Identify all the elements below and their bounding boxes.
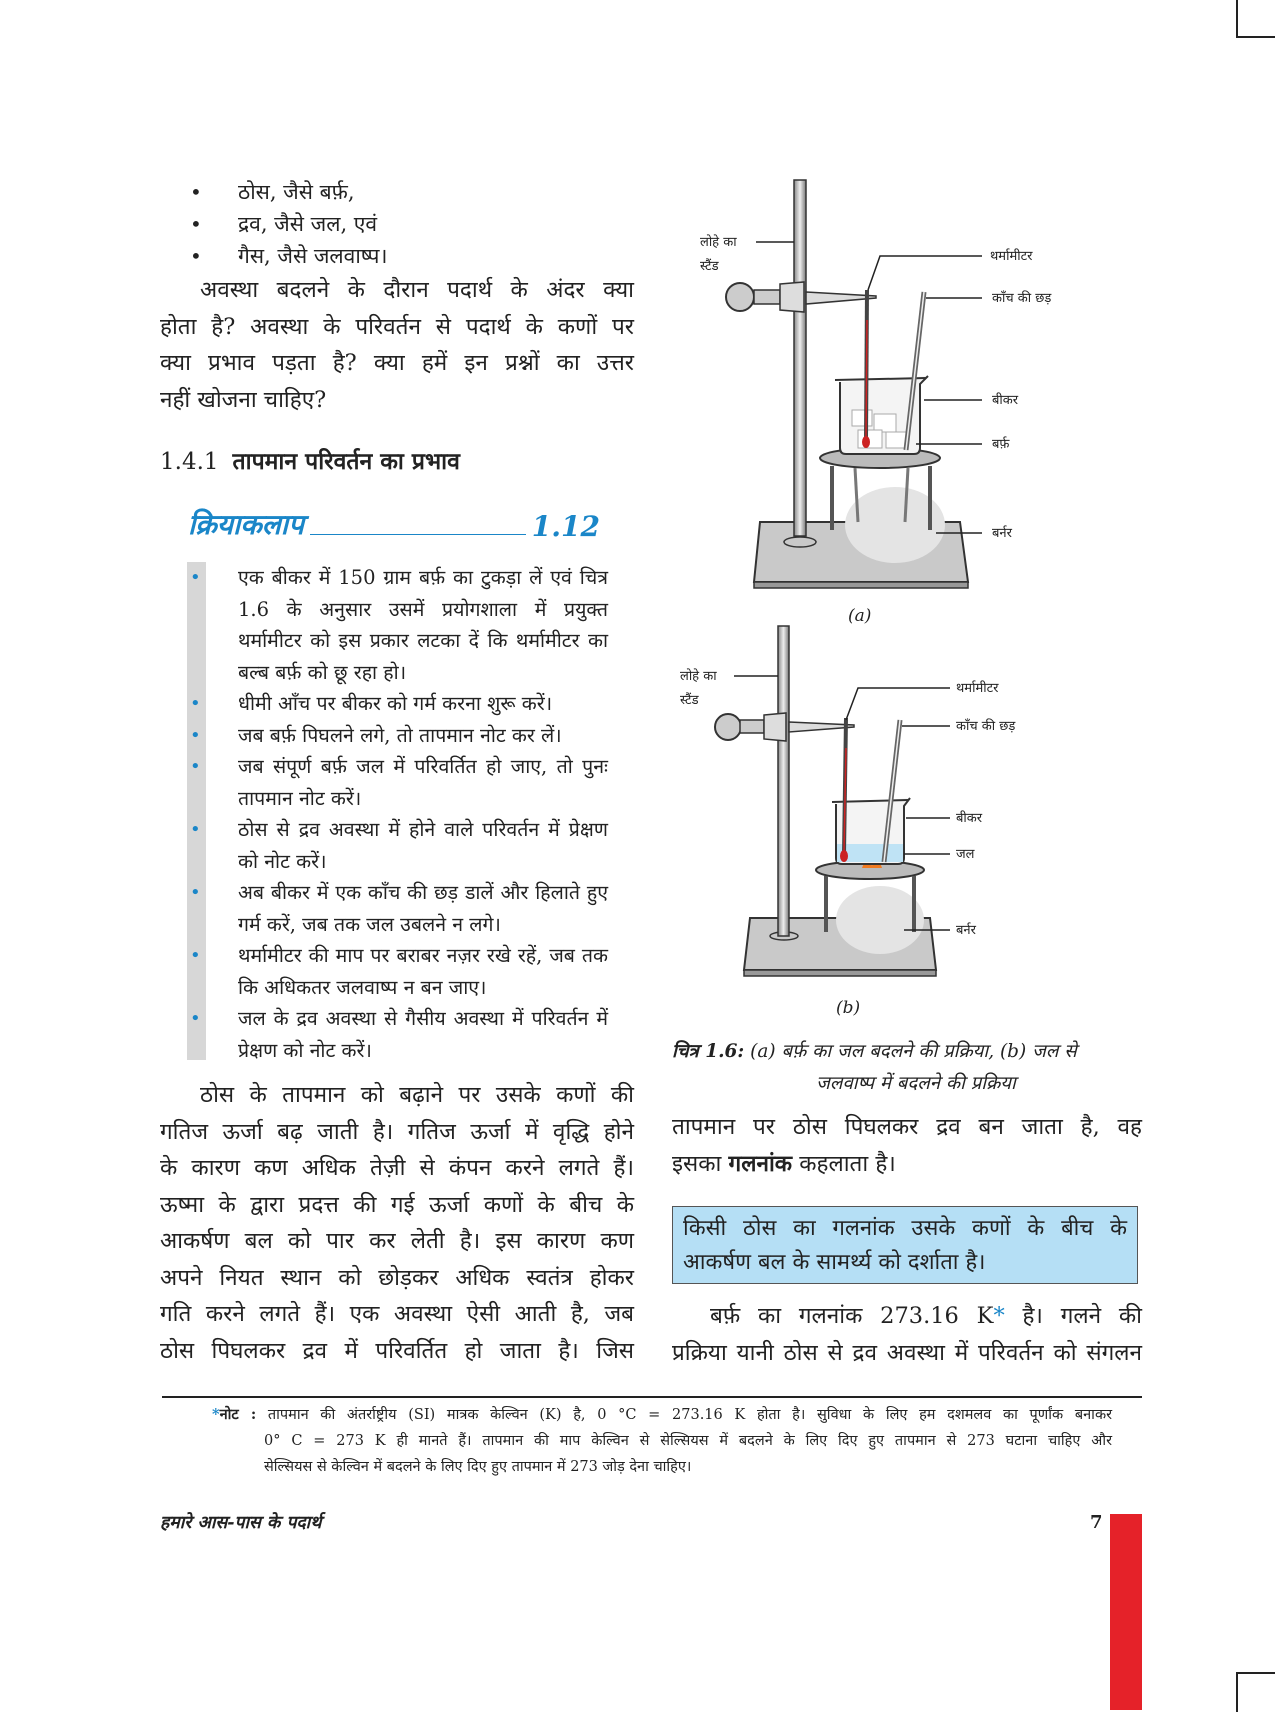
text-line: आकर्षण बल के सामर्थ्य को दर्शाता है। — [683, 1250, 986, 1275]
footnote — [212, 1402, 1112, 1480]
text-line: आकर्षण बल को पार कर लेती है। इस कारण कण — [160, 1228, 634, 1254]
label-beaker: बीकर — [992, 393, 1019, 408]
label-thermometer: थर्मामीटर — [956, 681, 999, 696]
list-item: • जल के द्रव अवस्था से गैसीय अवस्था में परिवर्तन में प्रेक्षण को नोट करें। — [190, 1003, 608, 1066]
text-line: ऊष्मा के द्वारा प्रदत्त की गई ऊर्जा कणों के बीच के — [160, 1191, 634, 1218]
text-line: क्या प्रभाव पड़ता है? क्या हमें इन प्रश्नों का उत्तर — [160, 350, 634, 376]
page-number: 7 — [1090, 1512, 1103, 1533]
melting-point-paragraph — [672, 1109, 1142, 1182]
activity-number: 1.12 — [531, 510, 600, 543]
label-beaker: बीकर — [956, 811, 983, 826]
figure-b-apparatus — [660, 618, 1080, 988]
text-line — [672, 1298, 1142, 1335]
text-line: प्रक्रिया यानी ठोस से द्रव अवस्था में परिवर्तन को संगलन — [672, 1339, 1142, 1366]
text-line: अवस्था बदलने के दौरान पदार्थ के अंदर क्या — [200, 277, 634, 303]
definition-box — [672, 1206, 1138, 1284]
activity-heading — [188, 505, 600, 543]
text-line: होता है? अवस्था के परिवर्तन से पदार्थ के कणों पर — [160, 313, 634, 340]
list-item: • जब बर्फ़ पिघलने लगे, तो तापमान नोट कर लें। — [190, 720, 608, 752]
footnote-rule — [162, 1396, 1142, 1398]
states-list — [190, 176, 650, 272]
section-title: तापमान परिवर्तन का प्रभाव — [232, 448, 460, 475]
label-stand-2: स्टैंड — [680, 693, 699, 708]
ice-melting-paragraph — [672, 1298, 1142, 1371]
label-stand-1: लोहे का — [700, 235, 737, 250]
list-item: • ठोस, जैसे बर्फ़, — [190, 176, 650, 208]
text-line: अपने नियत स्थान को छोड़कर अधिक स्वतंत्र होकर — [160, 1264, 634, 1291]
text-fragment: तापमान की अंतर्राष्ट्रीय (SI) मात्रक केल्विन (K) है, 0 °C = 273.16 K होता है। सुविधा के लिए हम दशमलव का पूर्णांक बनाकर — [267, 1407, 1113, 1423]
label-thermometer: थर्मामीटर — [990, 249, 1033, 264]
text-fragment: इसका — [672, 1150, 729, 1177]
label-burner: बर्नर — [956, 923, 976, 938]
figure-caption — [672, 1036, 1150, 1100]
label-burner: बर्नर — [992, 526, 1012, 541]
list-item: • गैस, जैसे जलवाष्प। — [190, 240, 650, 272]
label-stand-2: स्टैंड — [700, 259, 719, 274]
label-water: जल — [956, 847, 975, 862]
activity-steps — [190, 562, 608, 1066]
running-title: हमारे आस-पास के पदार्थ — [160, 1513, 322, 1533]
list-item: • जब संपूर्ण बर्फ़ जल में परिवर्तित हो जाए, तो पुनः तापमान नोट करें। — [190, 751, 608, 814]
footnote-line — [212, 1402, 1112, 1428]
label-glass-rod: काँच की छड़ — [956, 719, 1016, 734]
text-line: तापमान पर ठोस पिघलकर द्रव बन जाता है, वह — [672, 1114, 1142, 1140]
kinetic-energy-paragraph — [160, 1077, 634, 1369]
list-item: • अब बीकर में एक काँच की छड़ डालें और हिलाते हुए गर्म करें, जब तक जल उबलने न लगे। — [190, 877, 608, 940]
text-line: ठोस पिघलकर द्रव में परिवर्तित हो जाता है। जिस — [160, 1337, 634, 1364]
intro-paragraph — [160, 272, 634, 418]
figure-a-apparatus — [680, 170, 1100, 630]
figure-a-sublabel: (a) — [848, 606, 872, 626]
footnote-line: सेल्सियस से केल्विन में बदलने के लिए दिए हुए तापमान में 273 जोड़ देना चाहिए। — [264, 1459, 692, 1475]
list-item: • एक बीकर में 150 ग्राम बर्फ़ का टुकड़ा लें एवं चित्र 1.6 के अनुसार उसमें प्रयोगशाला में प्रयुक्त थर्मामीटर को इस प्रकार लटका दें कि थर्मामीटर का बल्ब बर्फ़ को छू रहा हो। — [190, 562, 608, 688]
page-tab — [1110, 1514, 1142, 1710]
text-fragment: है। गलने की — [1004, 1303, 1143, 1329]
footnote-line: 0° C = 273 K ही मानते हैं। तापमान की माप केल्विन से सेल्सियस में बदलने के लिए दिए हुए तापमान से 273 घटाना चाहिए और — [264, 1433, 1112, 1449]
figure-caption-line2: जलवाष्प में बदलने की प्रक्रिया — [816, 1073, 1016, 1094]
footnote-marker: * — [993, 1303, 1005, 1329]
section-heading — [160, 444, 460, 476]
footnote-label: नोट : — [219, 1406, 257, 1423]
footnote-star: * — [212, 1406, 220, 1423]
text-fragment: कहलाता है। — [792, 1150, 896, 1177]
list-item: • ठोस से द्रव अवस्था में होने वाले परिवर्तन में प्रेक्षण को नोट करें। — [190, 814, 608, 877]
term-melting-point: गलनांक — [728, 1150, 793, 1177]
text-line: गतिज ऊर्जा बढ़ जाती है। गतिज ऊर्जा में वृद्धि होने — [160, 1118, 634, 1145]
activity-label: क्रियाकलाप — [188, 508, 304, 541]
label-ice: बर्फ़ — [992, 437, 1010, 452]
list-item: • द्रव, जैसे जल, एवं — [190, 208, 650, 240]
text-line: के कारण कण अधिक तेज़ी से कंपन करने लगते हैं। — [160, 1155, 634, 1181]
text-line: नहीं खोजना चाहिए? — [160, 386, 327, 413]
figure-caption-line1: (a) बर्फ़ का जल बदलने की प्रक्रिया, (b) जल से — [750, 1041, 1077, 1062]
label-stand-1: लोहे का — [680, 669, 717, 684]
crop-mark-top-right — [1236, 0, 1275, 38]
text-line: ठोस के तापमान को बढ़ाने पर उसके कणों की — [200, 1082, 634, 1108]
text-fragment: बर्फ़ का गलनांक 273.16 K — [710, 1303, 994, 1329]
text-line: किसी ठोस का गलनांक उसके कणों के बीच के — [683, 1216, 1127, 1241]
label-glass-rod: काँच की छड़ — [992, 291, 1052, 306]
text-line — [672, 1146, 1142, 1183]
crop-mark-bottom-right — [1236, 1672, 1275, 1712]
text-line: गति करने लगते हैं। एक अवस्था ऐसी आती है, जब — [160, 1301, 634, 1327]
section-number: 1.4.1 — [160, 449, 219, 475]
list-item: • धीमी आँच पर बीकर को गर्म करना शुरू करें। — [190, 688, 608, 720]
figure-b-sublabel: (b) — [836, 998, 861, 1018]
list-item: • थर्मामीटर की माप पर बराबर नज़र रखे रहें, जब तक कि अधिकतर जलवाष्प न बन जाए। — [190, 940, 608, 1003]
figure-caption-label: चित्र 1.6: — [672, 1041, 745, 1062]
activity-rule — [310, 534, 526, 535]
